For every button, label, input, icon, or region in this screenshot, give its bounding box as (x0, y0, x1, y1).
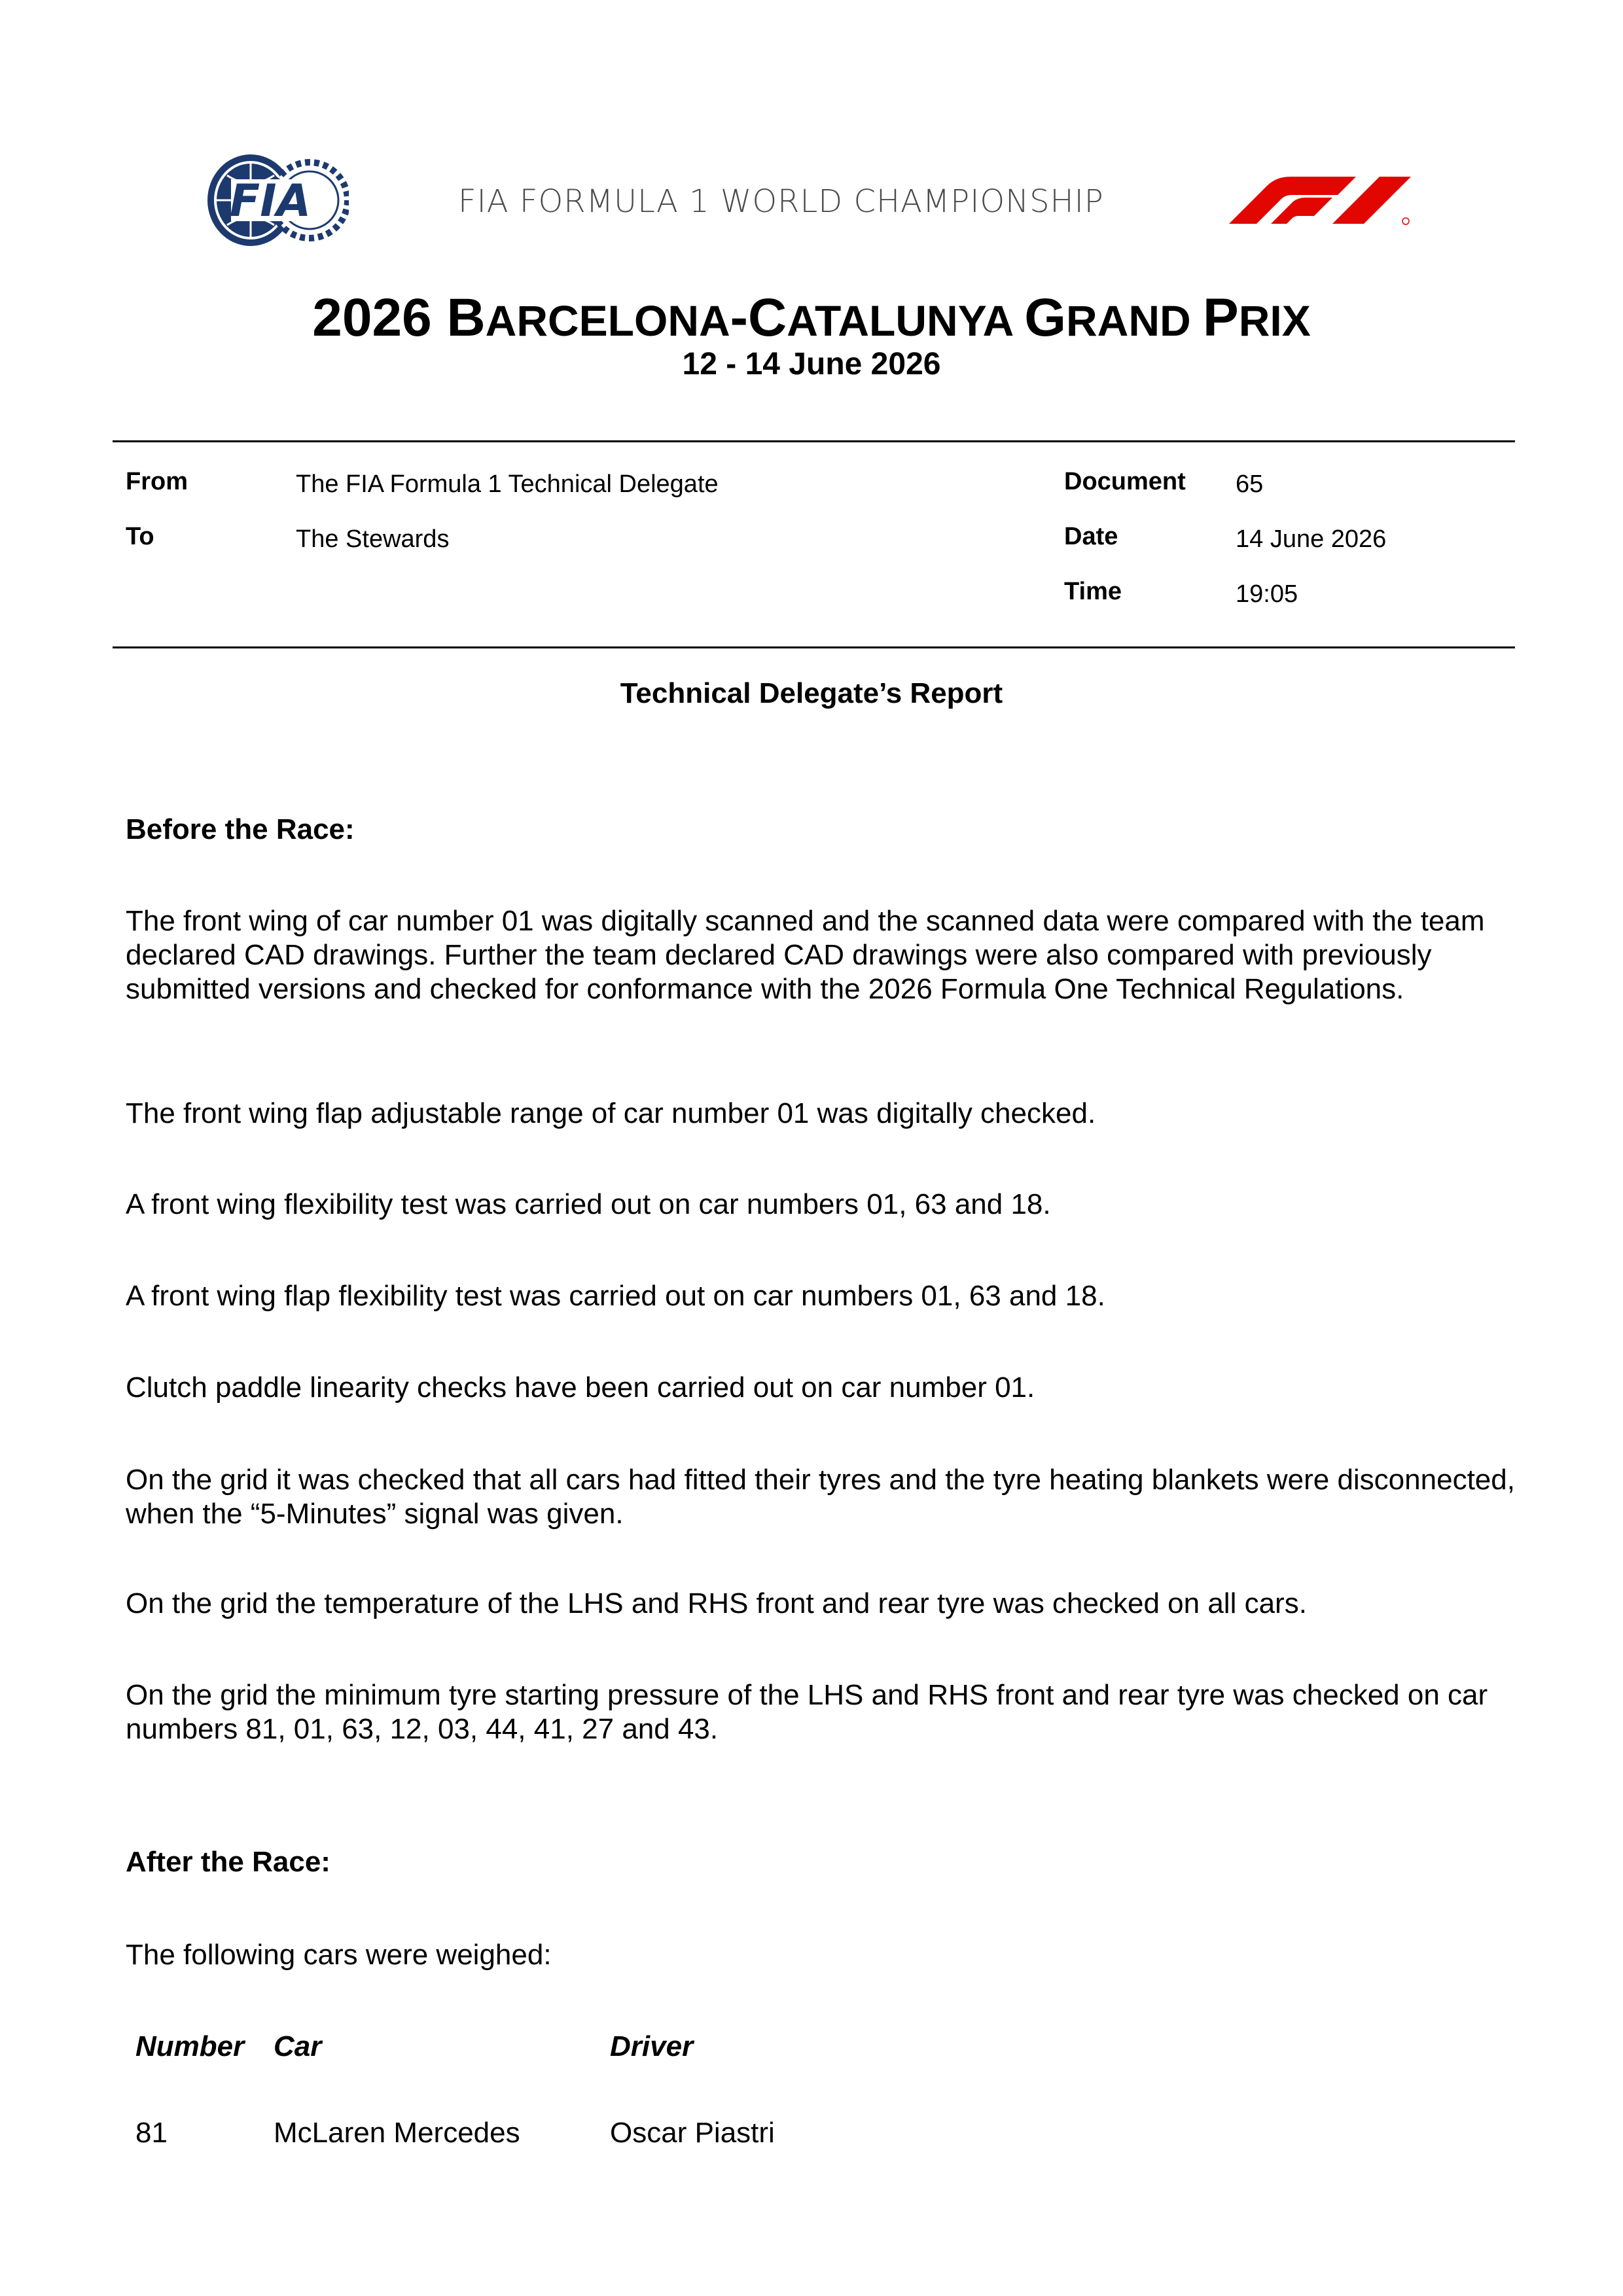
table-header-driver: Driver (610, 2030, 694, 2062)
table-cell-number: 81 (135, 2117, 168, 2149)
championship-title: FIA FORMULA 1 WORLD CHAMPIONSHIP (458, 183, 1104, 220)
paragraph: On the grid the temperature of the LHS and RHS front and rear tyre was checked on all cars. (126, 1587, 1307, 1619)
paragraph: A front wing flap flexibility test was carried out on car numbers 01, 63 and 18. (126, 1280, 1105, 1312)
document-value: 65 (1236, 470, 1264, 498)
paragraph: A front wing flexibility test was carried out on car numbers 01, 63 and 18. (126, 1188, 1051, 1220)
paragraph: Clutch paddle linearity checks have been carried out on car number 01. (126, 1371, 1035, 1404)
fia-logo-icon (205, 152, 349, 249)
date-value: 14 June 2026 (1236, 525, 1387, 553)
time-value: 19:05 (1236, 580, 1298, 608)
table-header-number: Number (135, 2030, 245, 2062)
paragraph: On the grid the minimum tyre starting pressure of the LHS and RHS front and rear tyre was checked on car numbers 81, 01, 63, 12, 03, 44, 41, 27 and 43. (126, 1679, 1488, 1745)
table-cell-car: McLaren Mercedes (274, 2117, 520, 2149)
event-title-p: P (1203, 288, 1239, 347)
f1-logo-icon (1221, 171, 1420, 226)
event-title-g: G (1024, 288, 1066, 347)
to-value: The Stewards (296, 525, 450, 553)
paragraph: On the grid it was checked that all cars had fitted their tyres and the tyre heating blankets were disconnected, when the “5-Minutes” signal was given. (126, 1464, 1515, 1530)
event-year: 2026 (312, 288, 447, 347)
after-race-heading: After the Race: (126, 1846, 330, 1878)
to-label: To (126, 523, 154, 550)
event-title-rix: RIX (1238, 296, 1311, 345)
event-title-arcelona: ARCELONA (485, 296, 730, 345)
event-title-b: B (446, 288, 486, 347)
from-value: The FIA Formula 1 Technical Delegate (296, 470, 719, 498)
paragraph: The front wing of car number 01 was digitally scanned and the scanned data were compared with the team declared CAD drawings. Further the team declared CAD drawings were also compared with previously submitted versions and checked for conformance with the 2026 Formula One Technical Regulations. (126, 905, 1485, 1005)
event-title-c: -C (730, 288, 787, 347)
paragraph: The front wing flap adjustable range of car number 01 was digitally checked. (126, 1097, 1096, 1129)
document-label: Document (1064, 468, 1186, 495)
table-cell-driver: Oscar Piastri (610, 2117, 775, 2149)
weighed-intro: The following cars were weighed: (126, 1939, 552, 1971)
svg-text:FIA: FIA (229, 175, 312, 227)
from-label: From (126, 468, 188, 495)
divider-top (113, 440, 1515, 442)
event-dates: 12 - 14 June 2026 (682, 347, 941, 381)
date-label: Date (1064, 523, 1118, 550)
event-title (0, 285, 1623, 353)
time-label: Time (1064, 578, 1122, 605)
event-title-atalunya: ATALUNYA (787, 296, 1025, 345)
table-header-car: Car (274, 2030, 322, 2062)
report-title: Technical Delegate’s Report (620, 677, 1003, 709)
divider-bottom (113, 646, 1515, 648)
before-race-heading: Before the Race: (126, 813, 355, 845)
event-title-rand: RAND (1066, 296, 1203, 345)
